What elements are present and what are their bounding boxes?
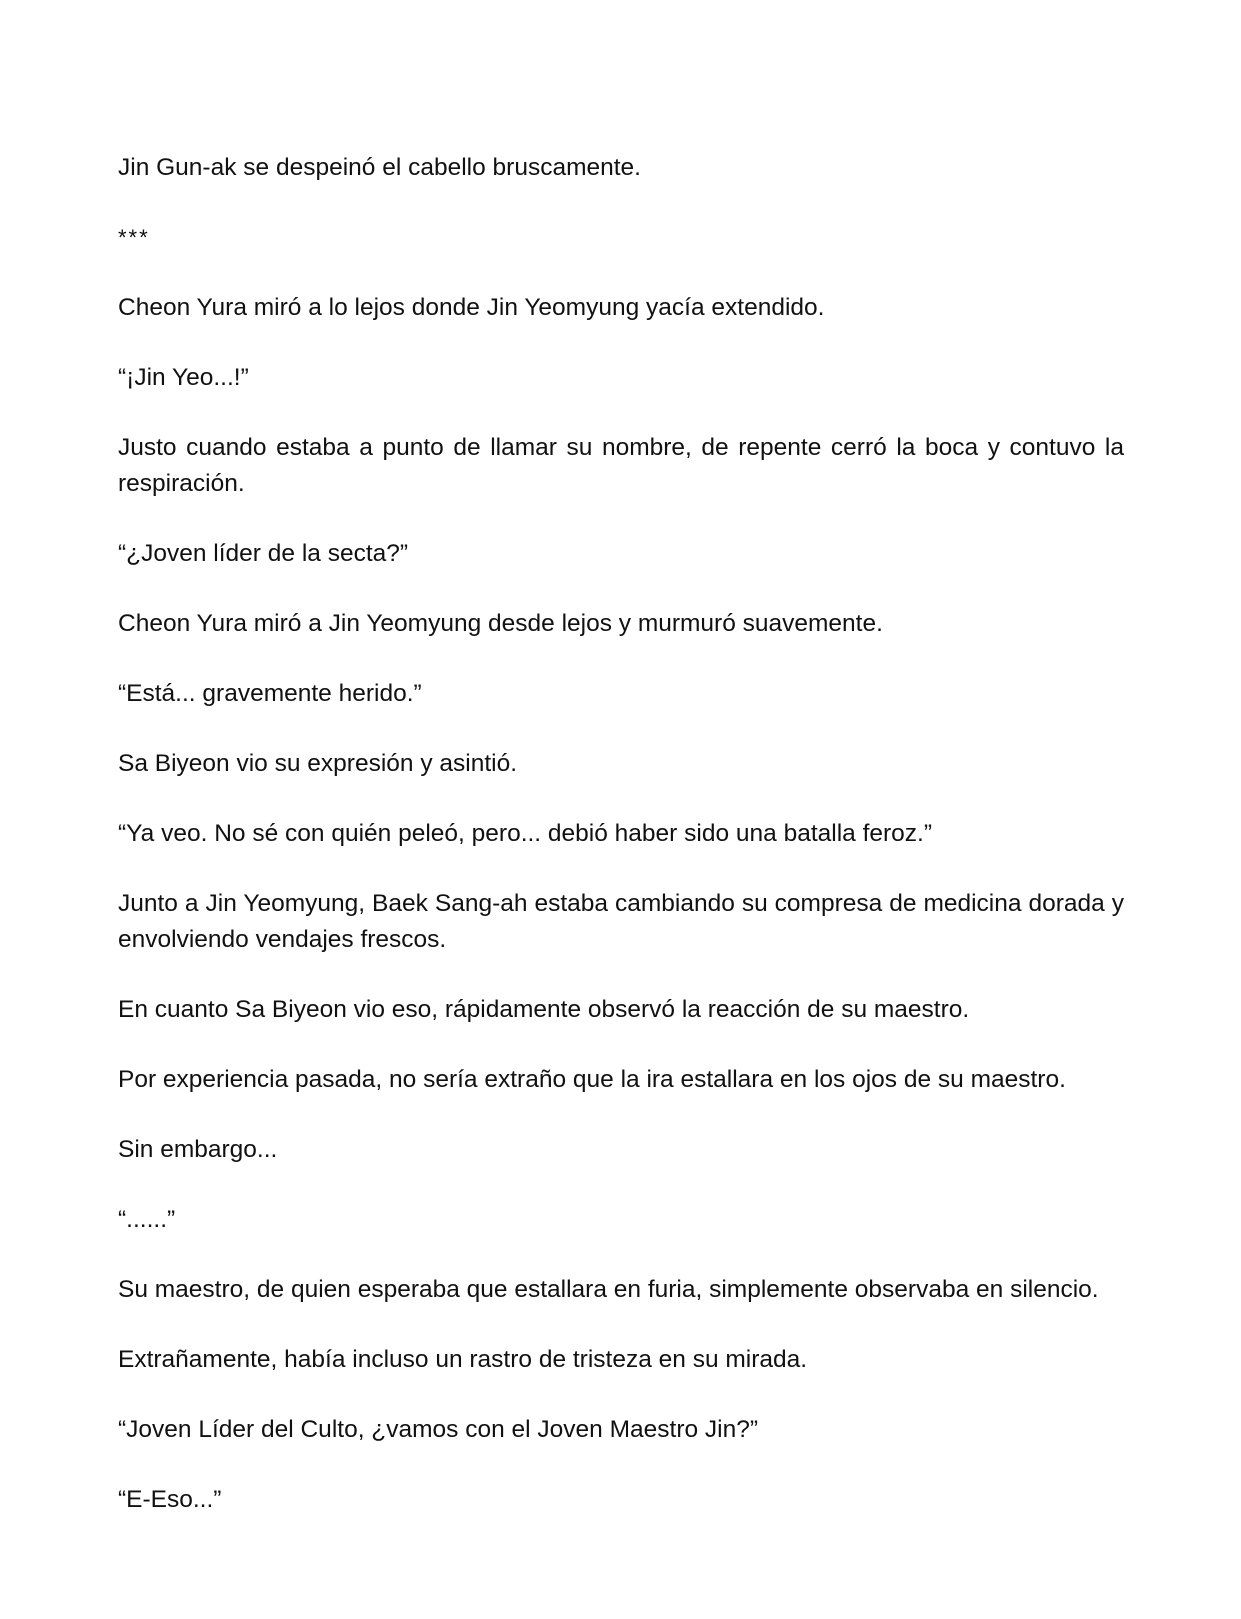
paragraph: Junto a Jin Yeomyung, Baek Sang-ah estaba cambiando su compresa de medicina dorada y envolviendo vendajes frescos.	[118, 890, 1124, 953]
paragraph: Extrañamente, había incluso un rastro de tristeza en su mirada.	[118, 1346, 808, 1373]
dialogue: “E-Eso...”	[118, 1486, 222, 1513]
paragraph: Su maestro, de quien esperaba que estallara en furia, simplemente observaba en silencio.	[118, 1276, 1099, 1303]
paragraph: Cheon Yura miró a lo lejos donde Jin Yeomyung yacía extendido.	[118, 294, 825, 321]
dialogue: “Joven Líder del Culto, ¿vamos con el Joven Maestro Jin?”	[118, 1416, 759, 1443]
dialogue: “Está... gravemente herido.”	[118, 680, 422, 707]
paragraph: Justo cuando estaba a punto de llamar su nombre, de repente cerró la boca y contuvo la respiración.	[118, 434, 1124, 497]
dialogue: “......”	[118, 1206, 176, 1233]
document-body	[118, 150, 1124, 1552]
dialogue: “¡Jin Yeo...!”	[118, 364, 249, 391]
paragraph: Cheon Yura miró a Jin Yeomyung desde lejos y murmuró suavemente.	[118, 610, 883, 637]
paragraph: Sin embargo...	[118, 1136, 278, 1163]
paragraph: En cuanto Sa Biyeon vio eso, rápidamente observó la reacción de su maestro.	[118, 996, 970, 1023]
paragraph: Jin Gun-ak se despeinó el cabello bruscamente.	[118, 154, 641, 181]
scene-break: ***	[118, 225, 150, 250]
dialogue: “¿Joven líder de la secta?”	[118, 540, 409, 567]
dialogue: “Ya veo. No sé con quién peleó, pero... debió haber sido una batalla feroz.”	[118, 820, 933, 847]
paragraph: Sa Biyeon vio su expresión y asintió.	[118, 750, 518, 777]
paragraph: Por experiencia pasada, no sería extraño que la ira estallara en los ojos de su maestro.	[118, 1066, 1066, 1093]
